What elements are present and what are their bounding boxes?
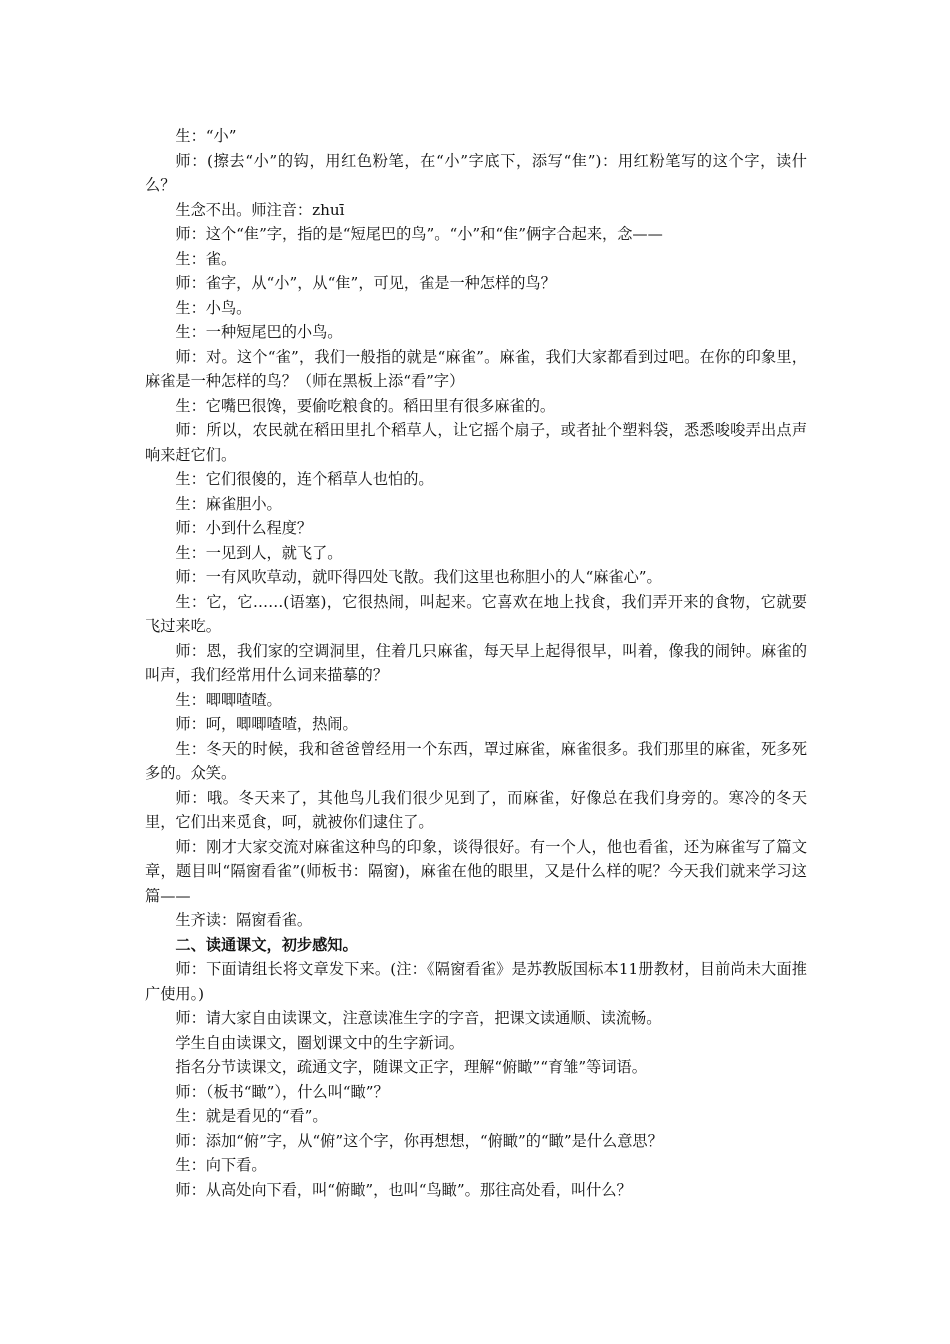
paragraph: 指名分节读课文，疏通文字，随课文正字，理解“俯瞰”“育雏”等词语。: [175, 1058, 647, 1076]
paragraph: 生齐读：隔窗看雀。: [175, 911, 313, 929]
paragraph: 师：哦。冬天来了，其他鸟儿我们很少见到了，而麻雀，好像总在我们身旁的。寒冷的冬天里，它们出来觅食，呵，就被你们逮住了。: [145, 788, 807, 831]
paragraph: 师：对。这个“雀”，我们一般指的就是“麻雀”。麻雀，我们大家都看到过吧。在你的印象里，麻雀是一种怎样的鸟？（师在黑板上添“看”字）: [145, 347, 807, 390]
paragraph: 生：它，它……(语塞)，它很热闹，叫起来。它喜欢在地上找食，我们弄开来的食物，它就要飞过来吃。: [145, 592, 807, 635]
paragraph: 生：麻雀胆小。: [175, 494, 282, 513]
paragraph: 师：呵，唧唧喳喳，热闹。: [175, 715, 358, 733]
paragraph: 生：向下看。: [175, 1156, 267, 1174]
paragraph: 生：唧唧喳喳。: [175, 690, 282, 709]
paragraph: 师：小到什么程度？: [175, 519, 313, 537]
paragraph: 师：所以，农民就在稻田里扎个稻草人，让它摇个扇子，或者扯个塑料袋，悉悉唆唆弄出点声响来赶它们。: [145, 421, 807, 464]
paragraph: 生念不出。师注音：zhuī: [175, 200, 345, 219]
paragraph: 师：雀字，从“小”，从“隹”，可见，雀是一种怎样的鸟？: [175, 274, 556, 292]
paragraph: 师：这个“隹”字，指的是“短尾巴的鸟”。“小”和“隹”俩字合起来，念——: [175, 225, 663, 243]
paragraph: 师：从高处向下看，叫“俯瞰”，也叫“鸟瞰”。那往高处看，叫什么？: [175, 1180, 632, 1199]
paragraph: 生：“小”: [175, 127, 237, 145]
paragraph: 师：恩，我们家的空调洞里，住着几只麻雀，每天早上起得很早，叫着，像我的闹钟。麻雀的叫声，我们经常用什么词来描摹的？: [145, 641, 807, 684]
paragraph: 生：一见到人，就飞了。: [175, 543, 343, 562]
section-heading: 二、读通课文，初步感知。: [175, 935, 358, 954]
paragraph: 生：它嘴巴很馋，要偷吃粮食的。稻田里有很多麻雀的。: [175, 396, 556, 415]
paragraph: 生：就是看见的“看”。: [175, 1107, 328, 1125]
paragraph: 师：下面请组长将文章发下来。(注：《隔窗看雀》是苏教版国标本11册教材，目前尚未大面推广使用。): [145, 960, 807, 1003]
paragraph: 师：(擦去“小”的钩，用红色粉笔，在“小”字底下，添写“隹”)：用红粉笔写的这个字，读什么？: [145, 151, 807, 194]
paragraph: 师：刚才大家交流对麻雀这种鸟的印象，谈得很好。有一个人，他也看雀，还为麻雀写了篇文章，题目叫“隔窗看雀”(师板书：隔窗)，麻雀在他的眼里，又是什么样的呢？今天我们就来学习这篇——: [145, 837, 807, 905]
paragraph: 学生自由读课文，圈划课文中的生字新词。: [175, 1033, 464, 1052]
document-page: [145, 124, 807, 1202]
paragraph: 生：冬天的时候，我和爸爸曾经用一个东西，罩过麻雀，麻雀很多。我们那里的麻雀，死多死多的。众笑。: [145, 739, 807, 782]
paragraph: 师：（板书“瞰”），什么叫“瞰”？: [175, 1082, 389, 1101]
paragraph: 生：一种短尾巴的小鸟。: [175, 323, 343, 341]
paragraph: 生：小鸟。: [175, 298, 252, 317]
paragraph: 生：雀。: [175, 249, 237, 268]
paragraph: 师：添加“俯”字，从“俯”这个字，你再想想，“俯瞰”的“瞰”是什么意思？: [175, 1131, 663, 1150]
paragraph: 师：一有风吹草动，就吓得四处飞散。我们这里也称胆小的人“麻雀心”。: [175, 568, 662, 586]
paragraph: 生：它们很傻的，连个稻草人也怕的。: [175, 470, 434, 488]
paragraph: 师：请大家自由读课文，注意读准生字的字音，把课文读通顺、读流畅。: [175, 1009, 662, 1027]
